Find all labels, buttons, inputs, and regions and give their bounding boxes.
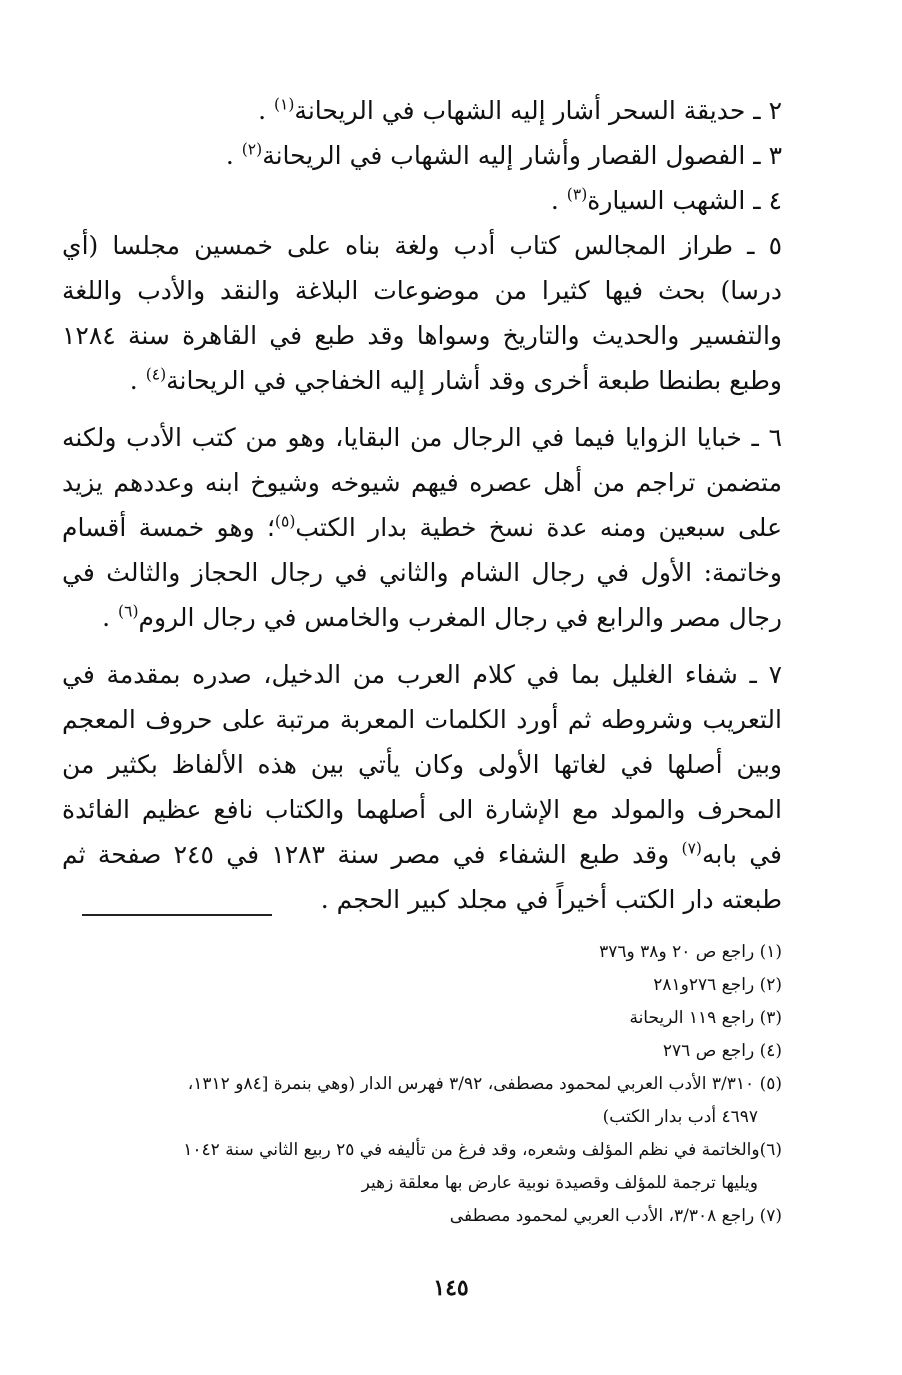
item-tail: . — [102, 603, 119, 632]
list-item-2 — [62, 88, 782, 133]
item-tail: . — [258, 96, 274, 125]
item-tail: ؛ وهو خمسة أقسام وخاتمة: الأول في رجال الشام والثاني في رجال الحجاز والثالث في رجال مصر والرابع في رجال المغرب والخامس في رجال الروم — [62, 513, 782, 632]
footnote-ref: (٦) — [118, 602, 139, 621]
footnote-continuation: ٤٦٩٧ أدب بدار الكتب) — [602, 1107, 758, 1127]
footnote-text: (١) راجع ص ٢٠ و٣٨ و٣٧٦ — [599, 942, 782, 962]
list-item-7 — [62, 652, 782, 922]
footnote-text: (٣) راجع ١١٩ الريحانة — [629, 1008, 782, 1028]
item-tail: . — [550, 186, 567, 215]
footnote-ref: (٤) — [145, 365, 167, 384]
footnote-separator — [82, 914, 272, 916]
list-item-5 — [62, 223, 782, 403]
footnote-ref: (٥) — [274, 512, 296, 531]
item-text: ٤ ـ الشهب السيارة — [587, 186, 782, 215]
list-item-4 — [62, 178, 782, 223]
footnote-text: (٢) راجع ٢٧٦و٢٨١ — [653, 975, 782, 995]
footnote-ref: (١) — [273, 95, 295, 114]
footnote-5 — [64, 1068, 782, 1134]
footnote-ref: (٣) — [566, 185, 588, 204]
footnote-text: (٤) راجع ص ٢٧٦ — [662, 1041, 782, 1061]
page-number: ١٤٥ — [433, 1275, 469, 1301]
item-tail: . — [225, 141, 242, 170]
footnote-2 — [64, 969, 782, 1002]
footnote-3 — [64, 1002, 782, 1035]
item-text: ٦ ـ خبايا الزوايا فيما في الرجال من البقايا، وهو من كتب الأدب ولكنه متضمن تراجم من أهل عصره فيهم شيوخه وشيوخ ابنه وعددهم يزيد على سبعين ومنه عدة نسخ خطية بدار الكتب — [62, 423, 783, 542]
footnote-text: (٧) راجع ٣/٣٠٨، الأدب العربي لمحمود مصطفى — [449, 1206, 782, 1226]
footnote-4 — [64, 1035, 782, 1068]
footnote-continuation: ويليها ترجمة للمؤلف وقصيدة نوبية عارض بها معلقة زهير — [361, 1173, 758, 1193]
main-text — [62, 88, 782, 922]
footnote-text: (٥) ٣/٣١٠ الأدب العربي لمحمود مصطفى، ٣/٩٢ فهرس الدار (وهي بنمرة [٨٤و ١٣١٢، — [187, 1074, 782, 1094]
footnote-ref: (٢) — [241, 140, 263, 159]
footnote-text: (٦)والخاتمة في نظم المؤلف وشعره، وقد فرغ من تأليفه في ٢٥ ربيع الثاني سنة ١٠٤٢ — [183, 1140, 782, 1160]
item-text: ٣ ـ الفصول القصار وأشار إليه الشهاب في الريحانة — [262, 141, 782, 170]
item-tail: . — [129, 366, 146, 395]
footnote-ref: (٧) — [681, 839, 702, 858]
list-item-3 — [62, 133, 782, 178]
item-text: ٧ ـ شفاء الغليل بما في كلام العرب من الدخيل، صدره بمقدمة في التعريب وشروطه ثم أورد الكلمات المعربة مرتبة على حروف المعجم وبين أصلها في لغاتها الأولى وكان يأتي بين هذه الألفاظ بكثير من المحرف والمولد مع الإشارة الى أصلهما والكتاب نافع عظيم الفائدة في بابه — [62, 660, 782, 869]
footnote-6 — [64, 1134, 782, 1200]
footnotes — [64, 936, 782, 1233]
item-tail: وقد طبع الشفاء في مصر سنة ١٢٨٣ في ٢٤٥ صفحة ثم طبعته دار الكتب أخيراً في مجلد كبير الحجم . — [62, 840, 782, 914]
footnote-7 — [64, 1200, 782, 1233]
item-text: ٥ ـ طراز المجالس كتاب أدب ولغة بناه على خمسين مجلسا (أي درسا) بحث فيها كثيرا من موضوعات البلاغة والنقد والأدب واللغة والتفسير والحديث والتاريخ وسواها وقد طبع في القاهرة سنة ١٢٨٤ وطبع بطنطا طبعة أخرى وقد أشار إليه الخفاجي في الريحانة — [62, 231, 782, 395]
footnote-1 — [64, 936, 782, 969]
item-text: ٢ ـ حديقة السحر أشار إليه الشهاب في الريحانة — [294, 96, 782, 125]
list-item-6 — [62, 415, 782, 640]
